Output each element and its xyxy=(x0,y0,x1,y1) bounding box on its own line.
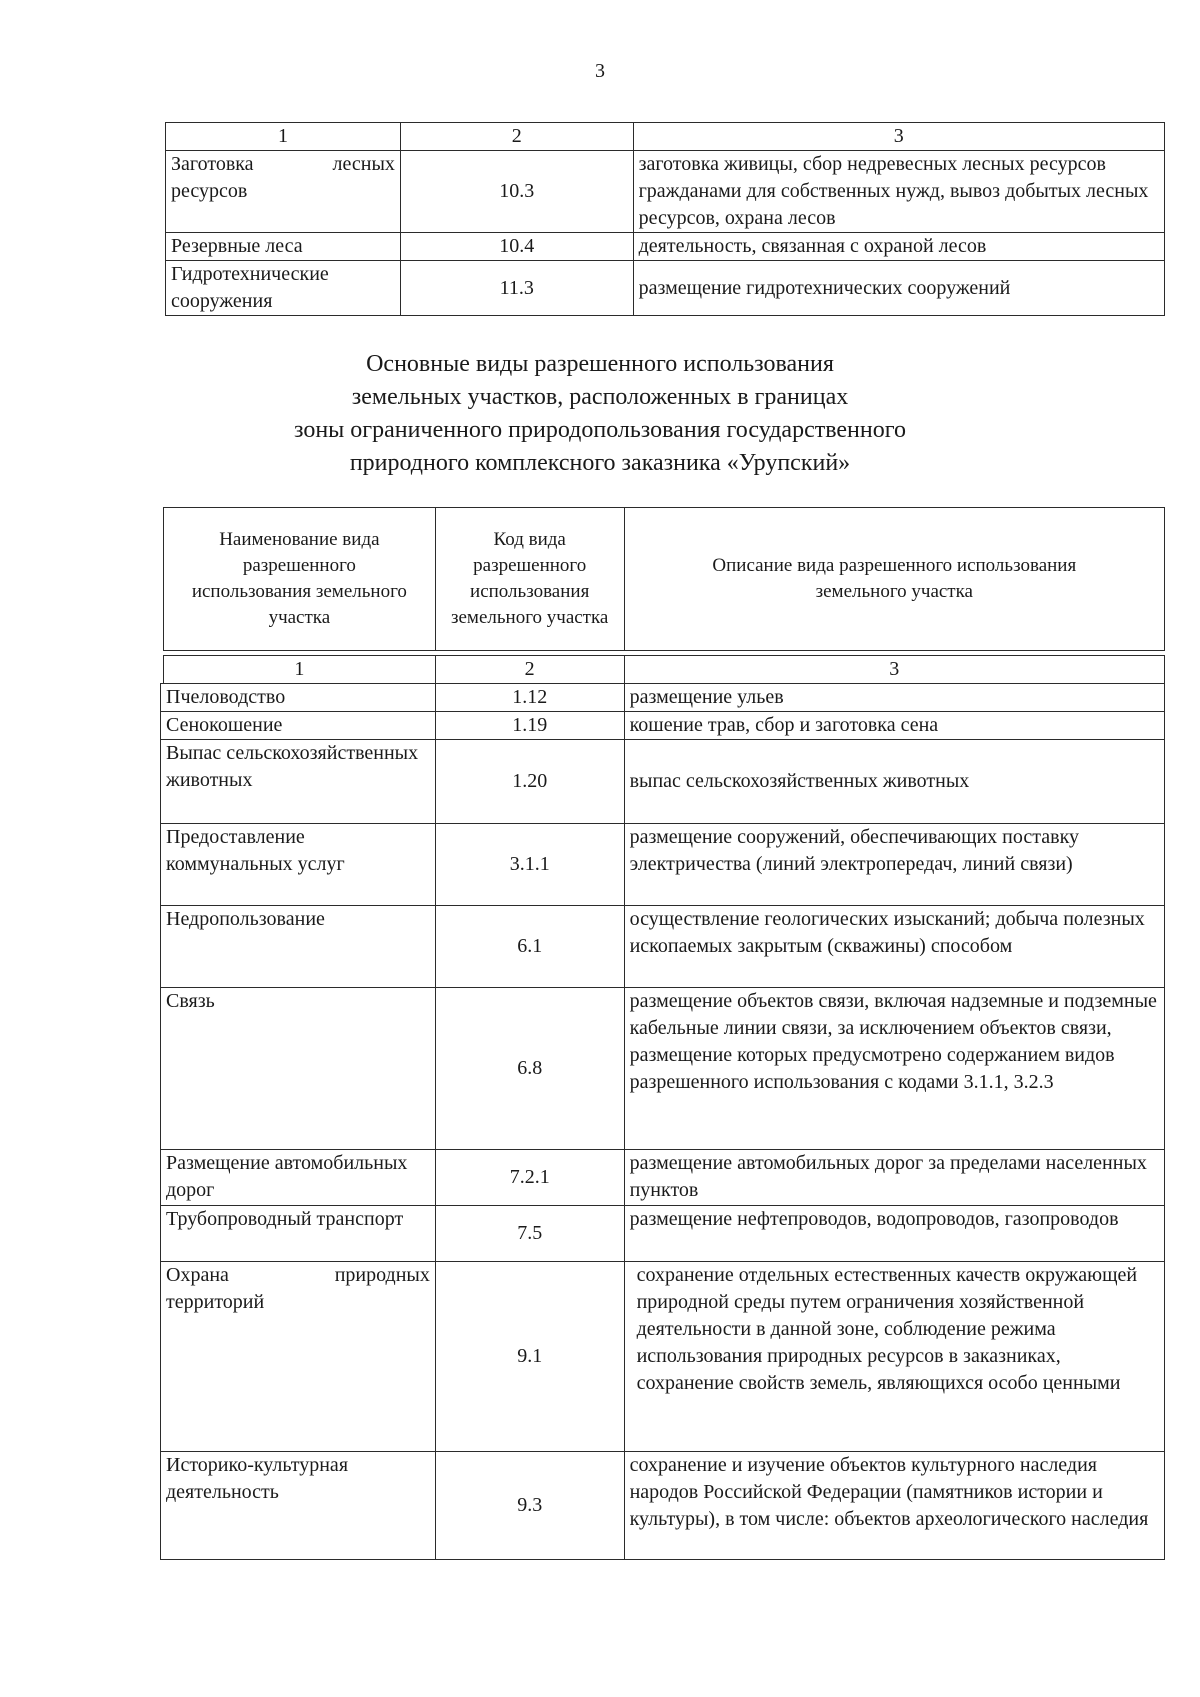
row-name: Резервные леса xyxy=(166,233,401,261)
row-code: 10.4 xyxy=(400,233,633,261)
column-number: 3 xyxy=(624,656,1164,684)
row-name: Недропользование xyxy=(161,906,436,988)
heading-line: зоны ограниченного природопользования государственного xyxy=(294,417,906,443)
table-row xyxy=(161,988,1165,1150)
main-table xyxy=(160,683,1165,1560)
row-code: 1.20 xyxy=(435,740,624,824)
row-code: 7.2.1 xyxy=(435,1150,624,1206)
table-row xyxy=(161,712,1165,740)
column-number: 1 xyxy=(164,656,436,684)
row-description: заготовка живицы, сбор недревесных лесных ресурсов гражданами для собственных нужд, вывоз добытых лесных ресурсов, охрана лесов xyxy=(633,151,1164,233)
row-code: 7.5 xyxy=(435,1206,624,1262)
row-description: размещение автомобильных дорог за пределами населенных пунктов xyxy=(624,1150,1164,1206)
row-code: 6.8 xyxy=(435,988,624,1150)
row-code: 1.19 xyxy=(435,712,624,740)
row-name: Заготовка лесных ресурсов xyxy=(166,151,401,233)
row-description: кошение трав, сбор и заготовка сена xyxy=(624,712,1164,740)
row-description: размещение гидротехнических сооружений xyxy=(633,261,1164,316)
row-description: выпас сельскохозяйственных животных xyxy=(624,740,1164,824)
table-row xyxy=(161,906,1165,988)
table-row xyxy=(161,684,1165,712)
row-code: 3.1.1 xyxy=(435,824,624,906)
row-code: 11.3 xyxy=(400,261,633,316)
row-code: 6.1 xyxy=(435,906,624,988)
table-row xyxy=(161,1150,1165,1206)
row-name: Размещение автомобильных дорог xyxy=(161,1150,436,1206)
numbering-row xyxy=(166,123,1165,151)
row-description: деятельность, связанная с охраной лесов xyxy=(633,233,1164,261)
row-description: осуществление геологических изысканий; добыча полезных ископаемых закрытым (скважины) способом xyxy=(624,906,1164,988)
table-row xyxy=(161,1262,1165,1452)
table-row xyxy=(166,261,1165,316)
table-row xyxy=(161,1452,1165,1560)
row-name: Пчеловодство xyxy=(161,684,436,712)
column-header-table xyxy=(163,507,1165,651)
row-name: Выпас сельскохозяйственных животных xyxy=(161,740,436,824)
row-name: Гидротехнические сооружения xyxy=(166,261,401,316)
heading-line: земельных участков, расположенных в границах xyxy=(351,384,849,410)
heading-line: Основные виды разрешенного использования xyxy=(366,351,834,377)
table-row xyxy=(166,233,1165,261)
column-header-name: Наименование вида разрешенного использования земельного участка xyxy=(164,508,436,651)
row-code: 9.3 xyxy=(435,1452,624,1560)
section-heading xyxy=(0,348,1200,480)
table-row xyxy=(161,1206,1165,1262)
column-number: 3 xyxy=(633,123,1164,151)
page-number: 3 xyxy=(595,60,605,82)
row-name: Охрана природных территорий xyxy=(161,1262,436,1452)
row-description: размещение объектов связи, включая надземные и подземные кабельные линии связи, за исключением объектов связи, размещение которых предусмотрено содержанием видов разрешенного использования с кодами 3.1.1, 3.2.3 xyxy=(624,988,1164,1150)
column-header-description: Описание вида разрешенного использования земельного участка xyxy=(624,508,1164,651)
row-name: Предоставление коммунальных услуг xyxy=(161,824,436,906)
row-name: Сенокошение xyxy=(161,712,436,740)
table-row xyxy=(166,151,1165,233)
row-code: 10.3 xyxy=(400,151,633,233)
continuation-table xyxy=(165,122,1165,316)
table-row xyxy=(161,740,1165,824)
row-code: 9.1 xyxy=(435,1262,624,1452)
column-number: 2 xyxy=(400,123,633,151)
row-name: Историко-культурная деятельность xyxy=(161,1452,436,1560)
table-row xyxy=(161,824,1165,906)
column-number: 1 xyxy=(166,123,401,151)
row-description: размещение сооружений, обеспечивающих поставку электричества (линий электропередач, линий связи) xyxy=(624,824,1164,906)
row-description: сохранение и изучение объектов культурного наследия народов Российской Федерации (памятников истории и культуры), в том числе: объектов археологического наследия xyxy=(624,1452,1164,1560)
column-number: 2 xyxy=(435,656,624,684)
header-row xyxy=(164,508,1165,651)
heading-line: природного комплексного заказника «Урупский» xyxy=(349,450,851,476)
row-code: 1.12 xyxy=(435,684,624,712)
column-header-code: Код вида разрешенного использования земельного участка xyxy=(435,508,624,651)
row-description: размещение ульев xyxy=(624,684,1164,712)
row-description: размещение нефтепроводов, водопроводов, газопроводов xyxy=(624,1206,1164,1262)
row-name: Трубопроводный транспорт xyxy=(161,1206,436,1262)
row-name: Связь xyxy=(161,988,436,1150)
numbering-row xyxy=(164,656,1165,684)
row-description: сохранение отдельных естественных качеств окружающей природной среды путем ограничения хозяйственной деятельности в данной зоне, соблюдение режима использования природных ресурсов в заказниках, сохранение свойств земель, являющихся особо ценными xyxy=(624,1262,1164,1452)
numbering-table xyxy=(163,655,1165,684)
